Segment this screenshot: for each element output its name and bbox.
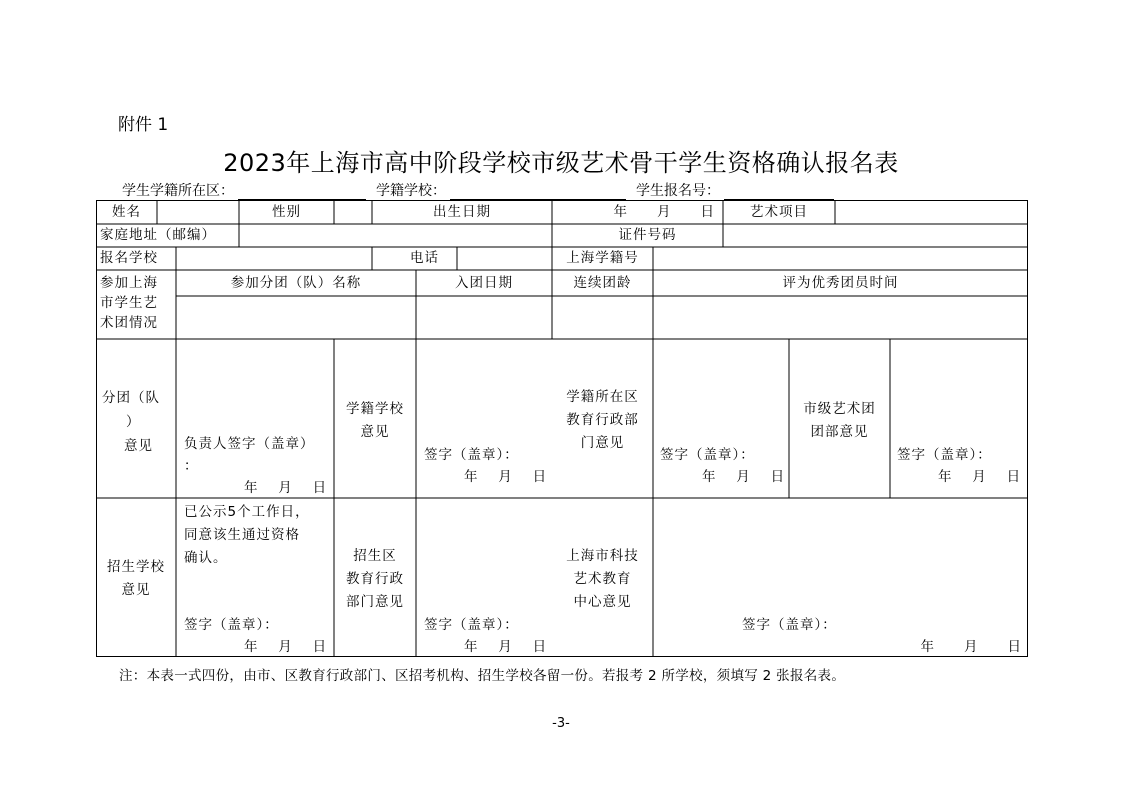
branch-name-label: 参加分团（队）名称 (230, 275, 362, 291)
attachment-label: 附件 1 (118, 115, 169, 135)
school-label: 学籍学校： (376, 183, 446, 199)
apply-school-field[interactable] (176, 247, 372, 270)
id-field[interactable] (723, 224, 1028, 247)
phone-field[interactable] (457, 247, 552, 270)
reg-no-field[interactable] (724, 184, 834, 200)
city-troupe-sign-label: 签字（盖章）： (897, 447, 992, 463)
gender-label: 性别 (272, 204, 301, 220)
publicity-text: 已公示5个工作日， 同意该生通过资格 确认。 (184, 504, 310, 566)
birth-date-field[interactable]: 年 月 日 (613, 204, 715, 220)
district-edu-date: 年 月 日 (702, 469, 786, 485)
branch-date: 年 月 日 (244, 480, 328, 496)
years-label: 连续团龄 (573, 275, 632, 291)
phone-label: 电话 (410, 250, 439, 266)
page-title: 2023年上海市高中阶段学校市级艺术骨干学生资格确认报名表 (223, 149, 899, 177)
art-item-field[interactable] (835, 200, 1028, 224)
branch-name-field[interactable] (176, 296, 416, 339)
address-field[interactable] (239, 224, 552, 247)
sh-center-sign-label: 签字（盖章）： (742, 617, 837, 633)
id-label: 证件号码 (618, 227, 677, 243)
years-field[interactable] (552, 296, 653, 339)
sh-center-opinion-label: 上海市科技 艺术教育 中心意见 (566, 548, 639, 610)
leader-sign-label: 负责人签字（盖章） ： (184, 436, 315, 474)
school-opinion-label: 学籍学校 意见 (346, 401, 404, 440)
name-label: 姓名 (112, 204, 141, 220)
form-meta-line (122, 180, 838, 200)
enroll-district-edu-label: 招生区 教育行政 部门意见 (346, 548, 404, 610)
sh-reg-label: 上海学籍号 (566, 250, 639, 266)
enroll-district-date: 年 月 日 (464, 639, 548, 655)
gender-field[interactable] (334, 200, 372, 224)
district-field[interactable] (238, 184, 366, 200)
art-item-label: 艺术项目 (750, 204, 808, 220)
name-field[interactable] (157, 200, 239, 224)
enroll-school-opinion-label: 招生学校 意见 (107, 559, 165, 598)
sh-reg-field[interactable] (653, 247, 1028, 270)
address-label: 家庭地址（邮编） (100, 227, 216, 243)
birth-label: 出生日期 (433, 204, 491, 220)
branch-opinion-label: 分团（队 ） 意见 (102, 390, 160, 454)
excellent-label: 评为优秀团员时间 (782, 275, 899, 291)
join-date-label: 入团日期 (455, 275, 513, 291)
school-date: 年 月 日 (464, 469, 548, 485)
district-edu-sign-label: 签字（盖章）： (660, 447, 755, 463)
page-number: -3- (552, 716, 570, 731)
troupe-label: 参加上海 市学生艺 术团情况 (100, 275, 158, 331)
enroll-school-date: 年 月 日 (244, 639, 328, 655)
district-edu-opinion-label: 学籍所在区 教育行政部 门意见 (566, 389, 639, 451)
join-date-field[interactable] (416, 296, 552, 339)
enroll-district-sign-label: 签字（盖章）： (424, 617, 519, 633)
apply-school-label: 报名学校 (100, 250, 158, 266)
city-troupe-date: 年 月 日 (938, 469, 1022, 485)
city-troupe-opinion-label: 市级艺术团 团部意见 (803, 401, 876, 440)
reg-no-label: 学生报名号： (636, 183, 720, 199)
footnote: 注：本表一式四份，由市、区教育行政部门、区招考机构、招生学校各留一份。若报考 2 所学校，须填写 2 张报名表。 (119, 668, 846, 684)
district-label: 学生学籍所在区： (122, 183, 234, 199)
school-sign-label: 签字（盖章）： (424, 447, 519, 463)
excellent-field[interactable] (653, 296, 1028, 339)
registration-form-table (96, 200, 1028, 657)
school-field[interactable] (450, 184, 626, 200)
sh-center-date: 年 月 日 (920, 639, 1022, 655)
enroll-school-sign-label: 签字（盖章）： (184, 617, 279, 633)
